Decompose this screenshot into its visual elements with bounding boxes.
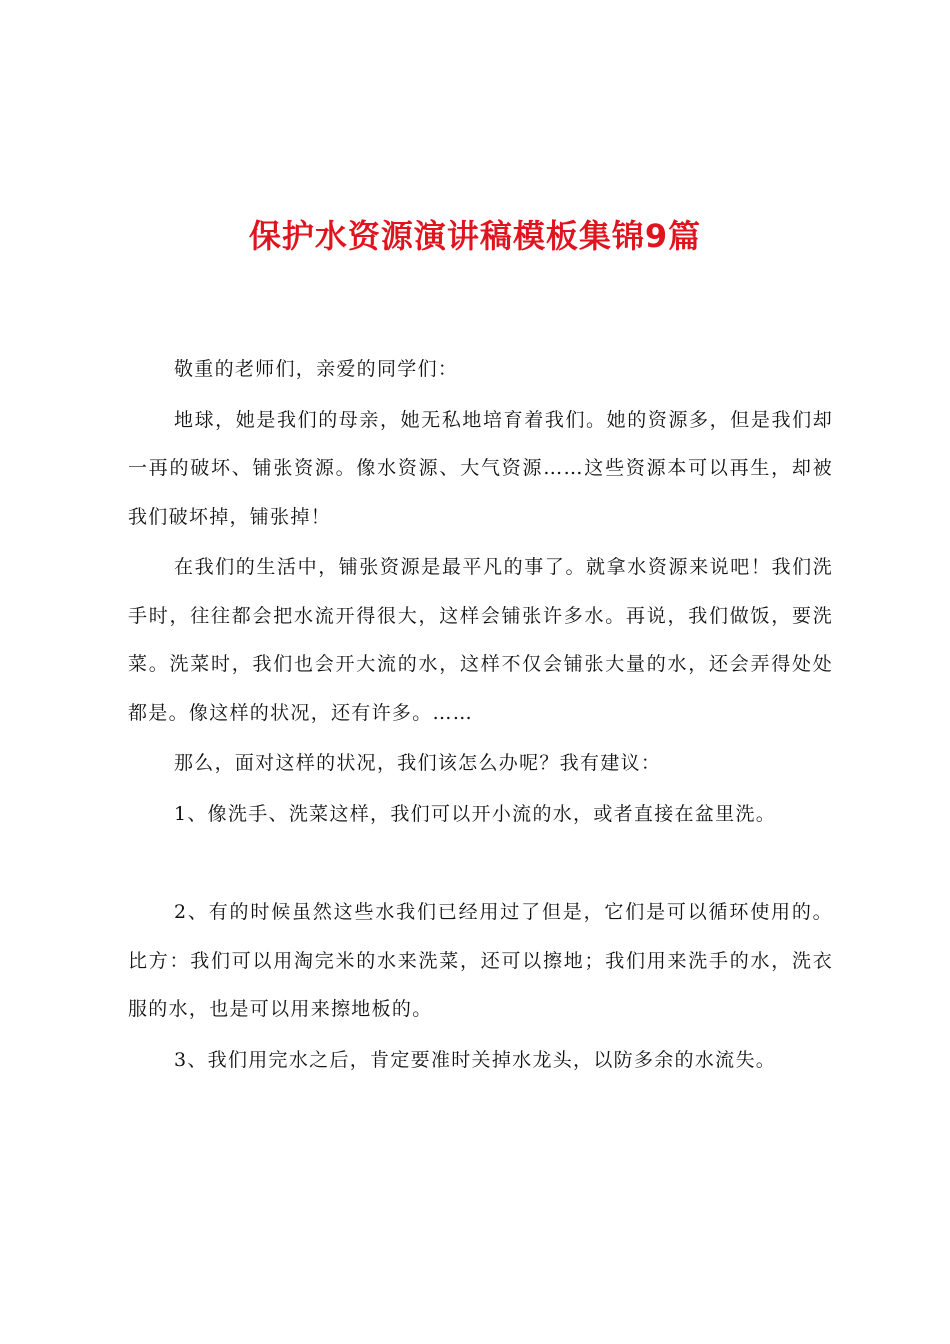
paragraph-question: 那么，面对这样的状况，我们该怎么办呢？我有建议： [173, 752, 662, 774]
paragraph-waste: 在我们的生活中，铺张资源是最平凡的事了。就拿水资源来说吧！我们洗手时，往往都会把水流开得很大，这样会铺张许多水。再说，我们做饭，要洗菜。洗菜时，我们也会开大流的水，这样不仅会铺张大量的水，还会弄得处处都是。像这样的状况，还有许多。…… [128, 556, 833, 724]
document-body [128, 345, 833, 1086]
paragraph-suggestion-3: 3、我们用完水之后，肯定要准时关掉水龙头，以防多余的水流失。 [173, 1048, 777, 1071]
paragraph-greeting: 敬重的老师们，亲爱的同学们： [173, 358, 459, 380]
document-title: 保护水资源演讲稿模板集锦9篇 [248, 217, 702, 255]
paragraph-earth: 地球，她是我们的母亲，她无私地培育着我们。她的资源多，但是我们却一再的破坏、铺张资源。像水资源、大气资源……这些资源本可以再生，却被我们破坏掉，铺张掉！ [128, 408, 833, 528]
paragraph-suggestion-1: 1、像洗手、洗菜这样，我们可以开小流的水，或者直接在盆里洗。 [173, 802, 777, 825]
paragraph-suggestion-2: 2、有的时候虽然这些水我们已经用过了但是，它们是可以循环使用的。比方：我们可以用淘完米的水来洗菜，还可以擦地；我们用来洗手的水，洗衣服的水，也是可以用来擦地板的。 [128, 901, 833, 1020]
